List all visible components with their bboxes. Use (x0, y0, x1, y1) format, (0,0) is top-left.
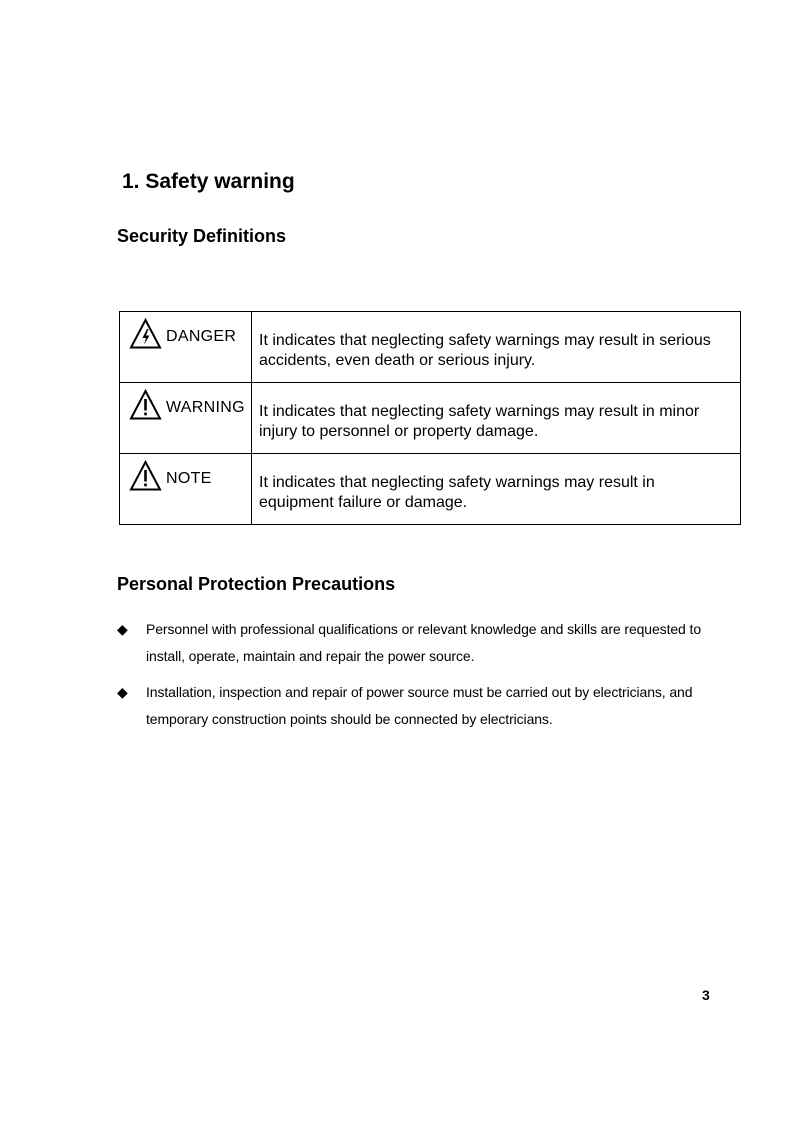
security-definitions-table (119, 311, 741, 525)
diamond-bullet-icon: ◆ (117, 621, 128, 637)
electric-hazard-icon (129, 318, 162, 350)
precaution-text-2: Installation, inspection and repair of power source must be carried out by electricians, and temporary construction points should be connected by electricians. (146, 684, 693, 727)
warning-row (120, 383, 741, 454)
list-item (117, 616, 717, 670)
note-description: It indicates that neglecting safety warnings may result in equipment failure or damage. (252, 454, 741, 525)
precautions-list (117, 616, 717, 742)
warning-label-cell (120, 383, 252, 454)
personal-protection-title: Personal Protection Precautions (117, 574, 396, 594)
page-number: 3 (702, 987, 710, 1003)
precaution-text-1: Personnel with professional qualifications or relevant knowledge and skills are requested to install, operate, maintain and repair the power source. (146, 621, 702, 664)
danger-label-cell (120, 312, 252, 383)
security-definitions-title: Security Definitions (117, 226, 287, 246)
section-title: 1. Safety warning (122, 170, 295, 193)
note-row (120, 454, 741, 525)
note-label: NOTE (166, 470, 212, 487)
note-exclamation-icon (129, 460, 162, 492)
note-label-cell (120, 454, 252, 525)
danger-row (120, 312, 741, 383)
danger-label: DANGER (166, 328, 237, 345)
warning-description: It indicates that neglecting safety warnings may result in minor injury to personnel or property damage. (252, 383, 741, 454)
list-item (117, 679, 717, 733)
diamond-bullet-icon: ◆ (117, 684, 128, 700)
warning-label: WARNING (166, 399, 245, 416)
danger-description: It indicates that neglecting safety warnings may result in serious accidents, even death or serious injury. (252, 312, 741, 383)
warning-exclamation-icon (129, 389, 162, 421)
